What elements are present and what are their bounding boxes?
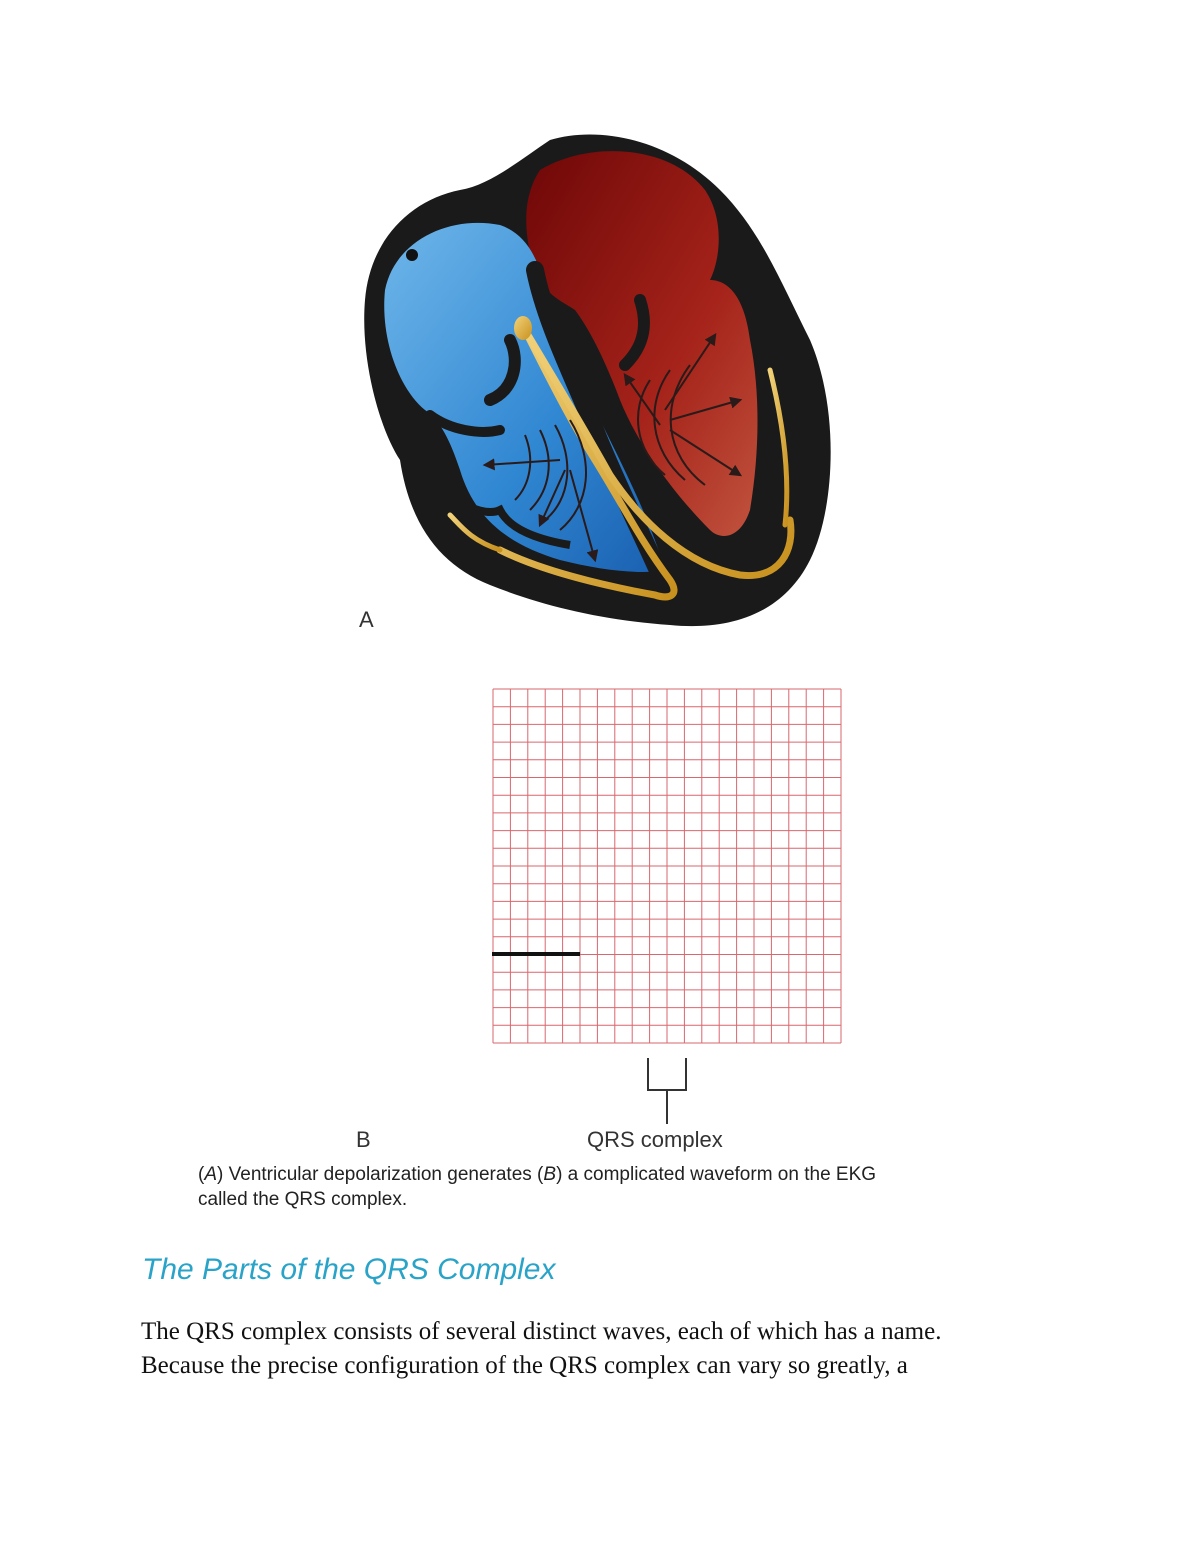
paragraph-line-1: The QRS complex consists of several distinct waves, each of which has a name. — [141, 1318, 942, 1345]
panel-b-label: B — [356, 1127, 371, 1152]
caption-text-2: ) a complicated waveform on the EKG — [556, 1164, 877, 1185]
caption-b-marker: B — [543, 1164, 557, 1185]
paragraph-line-2: Because the precise configuration of the QRS complex can vary so greatly, a — [141, 1352, 908, 1379]
sa-node-dot — [406, 249, 418, 261]
caption-line-1: (A) Ventricular depolarization generates (B) a complicated waveform on the EKG — [198, 1164, 877, 1185]
section-heading: The Parts of the QRS Complex — [142, 1253, 556, 1286]
panel-a-label: A — [359, 607, 374, 632]
ekg-strip — [492, 688, 842, 1046]
caption-text-1: Ventricular depolarization generates ( — [228, 1164, 544, 1185]
caption-line-2: called the QRS complex. — [198, 1189, 408, 1210]
figure-caption — [198, 1162, 998, 1212]
qrs-complex-label: QRS complex — [587, 1127, 723, 1152]
heart-illustration — [340, 130, 860, 640]
section-paragraph — [141, 1315, 1141, 1383]
caption-a-marker: A — [204, 1164, 218, 1185]
qrs-bracket — [645, 1058, 690, 1126]
ekg-grid — [493, 689, 841, 1043]
